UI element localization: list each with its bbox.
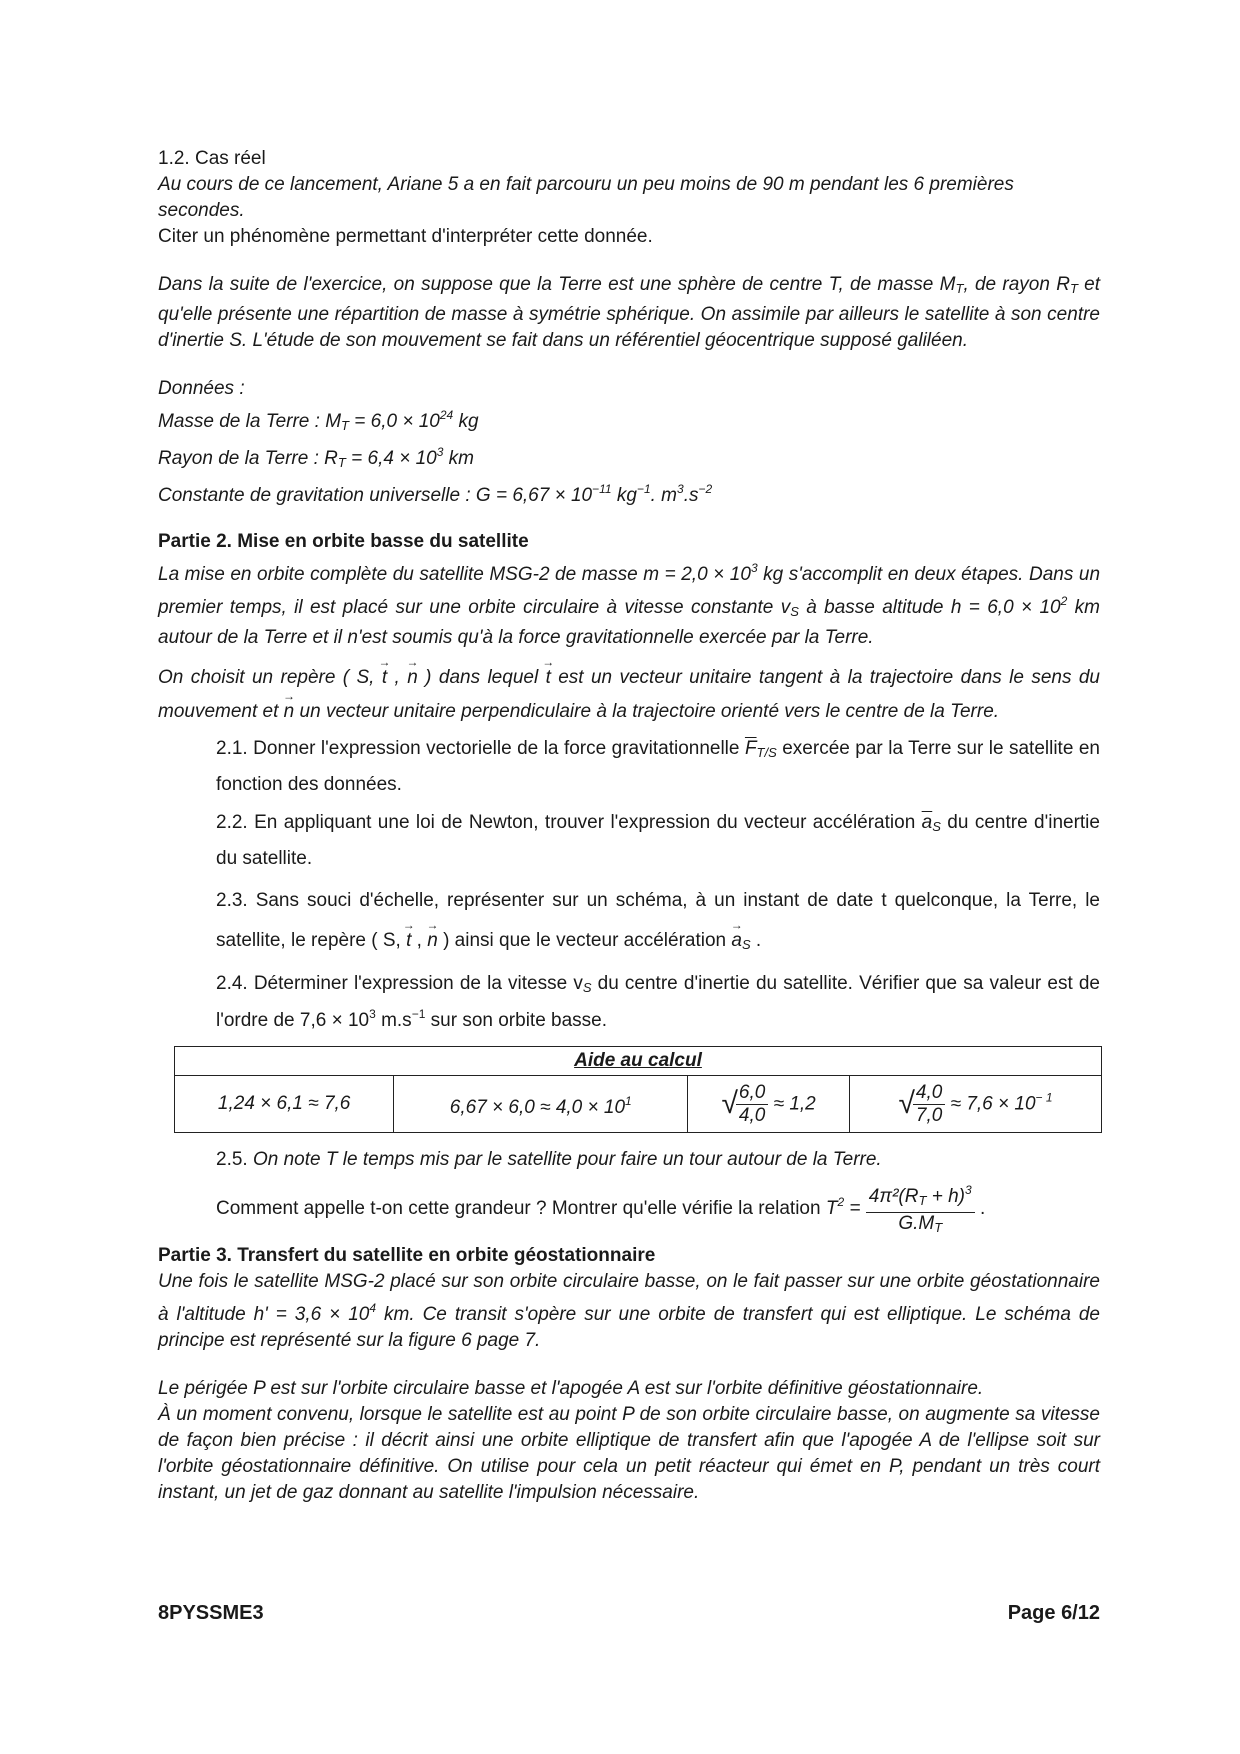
formula-fraction: $\frac{4\pi^2(R_T + h)^3}{G.M_T}$ — [866, 1179, 975, 1239]
section-title: 1.2. Cas réel — [158, 148, 266, 169]
question-2-2: 2.2. En appliquant une loi de Newton, trouver l'expression du vecteur accélération $\overline{a}_S$ du centre d'inertie du satellite. — [216, 812, 1100, 869]
aide-cell-2: $6,67 \times 6,0 \approx 4,0 \times 10^1$ — [394, 1076, 688, 1133]
donnee-g: Constante de gravitation universelle : $G = 6,67 \times 10^{-11}$ $kg^{-1}$. $m^3.s^{-2}$ — [158, 482, 713, 506]
partie-3-paragraph-3: À un moment convenu, lorsque le satellite est au point P de son orbite circulaire basse, on augmente sa vitesse de façon bien précise : il décrit ainsi une orbite elliptique de transfert afin que l'apogée A de l'ellipse soit sur l'orbite géostationnaire définitive. On utilise pour cela un petit réacteur qui émet en P, pendant un très court instant, un jet de gaz donnant au satellite l'impulsion nécessaire. — [158, 1404, 1100, 1503]
page-content — [158, 146, 1100, 1506]
question-2-3: 2.3. Sans souci d'échelle, représenter sur un schéma, à un instant de date t quelconque, la Terre, le satellite, le repère ( S, → t , → n ) ainsi que le vecteur accélération → $a_S$ . — [216, 881, 1100, 965]
question-2-1: 2.1. Donner l'expression vectorielle de la force gravitationnelle $\overline{F}_{T/S}$ exercée par la Terre sur le satellite en fonction des données. — [216, 738, 1100, 795]
repere-paragraph: On choisit un repère ( S, → t , → n ) dans lequel → t est un vecteur unitaire tangent à la trajectoire dans le sens du mouvement et → n un vecteur unitaire perpendiculaire à la trajectoire orienté vers le centre de la Terre. — [158, 661, 1100, 729]
donnees-block — [158, 376, 1100, 509]
aide-cell-3: √ $\frac{6,0}{4,0}$ ≈ 1,2 — [688, 1076, 850, 1133]
page-number: Page 6/12 — [1007, 1602, 1100, 1624]
partie-2-paragraph: La mise en orbite complète du satellite MSG-2 de masse $m = 2,0 \times 10^3$ kg s'accomplit en deux étapes. Dans un premier temps, il est placé sur une orbite circulaire à vitesse constante $v_S$ à basse altitude $h = 6,0 \times 10^2$ km autour de la Terre et il n'est soumis qu'à la force gravitationnelle exercée par la Terre. — [158, 561, 1101, 648]
aide-cell-4: √ $\frac{4,0}{7,0}$ ≈ $7,6 \times 10^{- 1}$ — [850, 1076, 1102, 1133]
paragraph: Au cours de ce lancement, Ariane 5 a en fait parcouru un peu moins de 90 m pendant les 6 premières secondes. — [158, 174, 1014, 221]
section-1-2 — [158, 146, 1100, 250]
donnee-masse: Masse de la Terre : $M_T = 6,0 \times 10^{24}$ kg — [158, 408, 479, 433]
exam-code: 8PYSSME3 — [158, 1602, 264, 1624]
aide-cell-1: 1,24 × 6,1 ≈ 7,6 — [175, 1076, 394, 1133]
question-2-5: 2.5. On note T le temps mis par le satellite pour faire un tour autour de la Terre. Comment appelle t-on cette grandeur ? Montrer qu'elle vérifie la relation $T^2$ = $\frac{4\pi^2(R_T + h)^3}{G.M_T}$ . — [216, 1147, 1100, 1239]
partie-3-paragraph-1: Une fois le satellite MSG-2 placé sur son orbite circulaire basse, on le fait passer sur une orbite géostationnaire à l'altitude $h' = 3,6 \times 10^4$ km. Ce transit s'opère sur une orbite de transfert qui est elliptique. Le schéma de principe est représenté sur la figure 6 page 7. — [158, 1271, 1100, 1351]
donnee-rayon: Rayon de la Terre : $R_T = 6,4 \times 10^3$ km — [158, 445, 474, 470]
partie-3-title: Partie 3. Transfert du satellite en orbite géostationnaire — [158, 1245, 656, 1266]
page-footer — [158, 1600, 1100, 1626]
question: Citer un phénomène permettant d'interpréter cette donnée. — [158, 226, 653, 247]
intro-paragraph: Dans la suite de l'exercice, on suppose que la Terre est une sphère de centre T, de masse $M_T$, de rayon $R_T$ et qu'elle présente une répartition de masse à symétrie sphérique. On assimile par ailleurs le satellite à son centre d'inertie S. L'étude de son mouvement se fait dans un référentiel géocentrique supposé galiléen. — [158, 274, 1101, 351]
donnees-title: Données : — [158, 378, 245, 399]
partie-2-title: Partie 2. Mise en orbite basse du satellite — [158, 531, 529, 552]
partie-3-paragraph-2: Le périgée P est sur l'orbite circulaire basse et l'apogée A est sur l'orbite définitive géostationnaire. — [158, 1378, 984, 1399]
question-2-4: 2.4. Déterminer l'expression de la vitesse $v_S$ du centre d'inertie du satellite. Vérifier que sa valeur est de l'ordre de $7,6 \times 10^3$ $m.s^{-1}$ sur son orbite basse. — [216, 973, 1100, 1031]
aide-au-calcul-table — [174, 1046, 1102, 1133]
aide-title: Aide au calcul — [175, 1047, 1102, 1076]
